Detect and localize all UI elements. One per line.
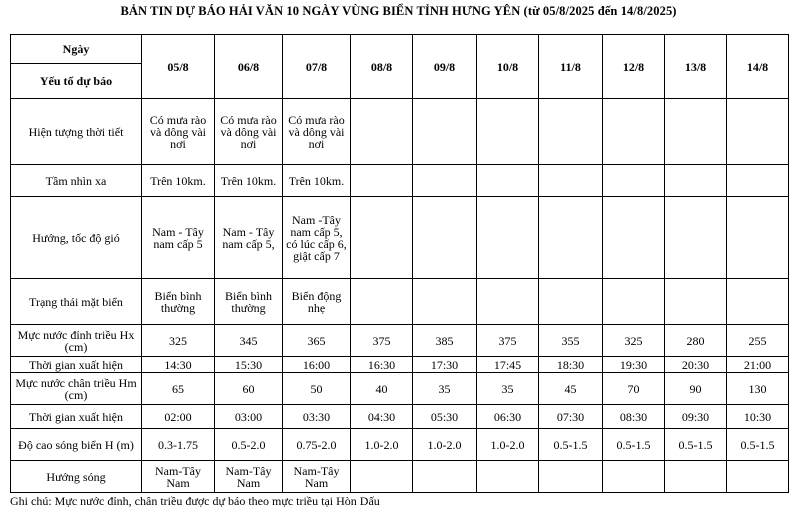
- table-cell: 325: [142, 325, 215, 357]
- table-cell: Trên 10km.: [215, 165, 283, 197]
- header-day: 09/8: [413, 35, 477, 99]
- table-cell: Nam-Tây Nam: [283, 461, 351, 493]
- table-cell: [413, 165, 477, 197]
- table-row: [11, 405, 789, 429]
- table-cell: [539, 279, 603, 325]
- table-cell: Trên 10km.: [142, 165, 215, 197]
- table-cell: [727, 165, 789, 197]
- table-cell: Biển bình thường: [142, 279, 215, 325]
- row-label: Hiện tượng thời tiết: [11, 99, 142, 165]
- table-cell: 16:00: [283, 357, 351, 373]
- table-cell: 0.5-2.0: [215, 429, 283, 461]
- row-label: Trạng thái mặt biển: [11, 279, 142, 325]
- table-cell: 35: [477, 373, 539, 405]
- table-cell: Có mưa rào và dông vài nơi: [142, 99, 215, 165]
- table-cell: 70: [603, 373, 665, 405]
- table-cell: 20:30: [665, 357, 727, 373]
- table-cell: Nam - Tây nam cấp 5,: [215, 197, 283, 279]
- table-cell: 0.5-1.5: [727, 429, 789, 461]
- table-cell: 0.75-2.0: [283, 429, 351, 461]
- table-cell: 17:45: [477, 357, 539, 373]
- table-cell: 0.5-1.5: [665, 429, 727, 461]
- table-cell: 04:30: [351, 405, 413, 429]
- table-cell: 385: [413, 325, 477, 357]
- row-label: Thời gian xuất hiện: [11, 357, 142, 373]
- table-cell: [477, 99, 539, 165]
- header-day: 06/8: [215, 35, 283, 99]
- table-cell: 90: [665, 373, 727, 405]
- table-cell: [603, 165, 665, 197]
- table-cell: [665, 279, 727, 325]
- table-row: [11, 99, 789, 165]
- table-cell: 1.0-2.0: [413, 429, 477, 461]
- row-label: Tầm nhìn xa: [11, 165, 142, 197]
- table-cell: 325: [603, 325, 665, 357]
- table-cell: 35: [413, 373, 477, 405]
- table-cell: 60: [215, 373, 283, 405]
- table-row: [11, 461, 789, 493]
- table-cell: [351, 165, 413, 197]
- table-cell: 03:30: [283, 405, 351, 429]
- table-cell: [603, 99, 665, 165]
- table-cell: [665, 99, 727, 165]
- header-day: 13/8: [665, 35, 727, 99]
- table-cell: [665, 197, 727, 279]
- footnote: Ghi chú: Mực nước đỉnh, chân triều được dự báo theo mực triều tại Hòn Dấu: [10, 494, 380, 508]
- table-cell: Nam -Tây nam cấp 5, có lúc cấp 6, giật cấp 7: [283, 197, 351, 279]
- header-day: 11/8: [539, 35, 603, 99]
- table-cell: [665, 461, 727, 493]
- row-label: Hướng, tốc độ gió: [11, 197, 142, 279]
- table-cell: 03:00: [215, 405, 283, 429]
- table-cell: 06:30: [477, 405, 539, 429]
- table-cell: 345: [215, 325, 283, 357]
- table-cell: Nam - Tây nam cấp 5: [142, 197, 215, 279]
- header-day: 12/8: [603, 35, 665, 99]
- table-cell: [477, 461, 539, 493]
- table-cell: [413, 461, 477, 493]
- table-cell: [727, 197, 789, 279]
- table-cell: 280: [665, 325, 727, 357]
- table-cell: Nam-Tây Nam: [215, 461, 283, 493]
- table-row: [11, 373, 789, 405]
- table-cell: 05:30: [413, 405, 477, 429]
- header-ngay: Ngày: [11, 35, 142, 64]
- table-cell: [665, 165, 727, 197]
- table-cell: 02:00: [142, 405, 215, 429]
- header-row-day: [11, 35, 789, 64]
- table-cell: 45: [539, 373, 603, 405]
- table-cell: 1.0-2.0: [477, 429, 539, 461]
- table-cell: 14:30: [142, 357, 215, 373]
- header-day: 08/8: [351, 35, 413, 99]
- table-cell: [477, 279, 539, 325]
- table-cell: [477, 197, 539, 279]
- table-cell: 08:30: [603, 405, 665, 429]
- table-cell: 130: [727, 373, 789, 405]
- forecast-table: [10, 34, 789, 493]
- header-day: 10/8: [477, 35, 539, 99]
- table-cell: Biển bình thường: [215, 279, 283, 325]
- table-cell: [727, 99, 789, 165]
- header-day: 14/8: [727, 35, 789, 99]
- table-row: [11, 197, 789, 279]
- table-cell: [413, 197, 477, 279]
- table-cell: 07:30: [539, 405, 603, 429]
- table-cell: 255: [727, 325, 789, 357]
- table-cell: [539, 461, 603, 493]
- table-cell: Có mưa rào và dông vài nơi: [283, 99, 351, 165]
- table-cell: [351, 197, 413, 279]
- table-cell: 17:30: [413, 357, 477, 373]
- table-cell: 15:30: [215, 357, 283, 373]
- table-cell: [413, 279, 477, 325]
- table-cell: 0.5-1.5: [603, 429, 665, 461]
- row-label: Mực nước chân triều Hm (cm): [11, 373, 142, 405]
- table-cell: 50: [283, 373, 351, 405]
- table-cell: Trên 10km.: [283, 165, 351, 197]
- table-cell: 19:30: [603, 357, 665, 373]
- table-cell: 375: [477, 325, 539, 357]
- table-cell: 40: [351, 373, 413, 405]
- table-cell: 0.3-1.75: [142, 429, 215, 461]
- table-cell: Nam-Tây Nam: [142, 461, 215, 493]
- table-row: [11, 165, 789, 197]
- table-row: [11, 429, 789, 461]
- table-cell: [727, 279, 789, 325]
- row-label: Thời gian xuất hiện: [11, 405, 142, 429]
- header-yeuto: Yếu tố dự báo: [11, 64, 142, 99]
- table-cell: [603, 197, 665, 279]
- table-cell: 375: [351, 325, 413, 357]
- table-cell: 09:30: [665, 405, 727, 429]
- table-row: [11, 279, 789, 325]
- header-day: 05/8: [142, 35, 215, 99]
- table-cell: [727, 461, 789, 493]
- row-label: Độ cao sóng biển H (m): [11, 429, 142, 461]
- row-label: Hướng sóng: [11, 461, 142, 493]
- page-title: BẢN TIN DỰ BÁO HẢI VĂN 10 NGÀY VÙNG BIỂN TỈNH HƯNG YÊN (từ 05/8/2025 đến 14/8/2025): [120, 4, 677, 18]
- table-cell: 65: [142, 373, 215, 405]
- table-cell: [539, 99, 603, 165]
- table-cell: [351, 279, 413, 325]
- row-label: Mực nước đỉnh triều Hx (cm): [11, 325, 142, 357]
- table-cell: 355: [539, 325, 603, 357]
- table-cell: [539, 165, 603, 197]
- table-cell: 10:30: [727, 405, 789, 429]
- table-cell: 0.5-1.5: [539, 429, 603, 461]
- table-cell: 18:30: [539, 357, 603, 373]
- table-cell: Có mưa rào và dông vài nơi: [215, 99, 283, 165]
- table-cell: [603, 279, 665, 325]
- table-cell: [477, 165, 539, 197]
- table-cell: [603, 461, 665, 493]
- table-row: [11, 325, 789, 357]
- table-cell: 365: [283, 325, 351, 357]
- table-cell: [351, 461, 413, 493]
- table-cell: 21:00: [727, 357, 789, 373]
- table-row: [11, 357, 789, 373]
- table-cell: [539, 197, 603, 279]
- table-cell: Biển động nhẹ: [283, 279, 351, 325]
- table-cell: 1.0-2.0: [351, 429, 413, 461]
- table-cell: 16:30: [351, 357, 413, 373]
- table-cell: [351, 99, 413, 165]
- header-day: 07/8: [283, 35, 351, 99]
- table-cell: [413, 99, 477, 165]
